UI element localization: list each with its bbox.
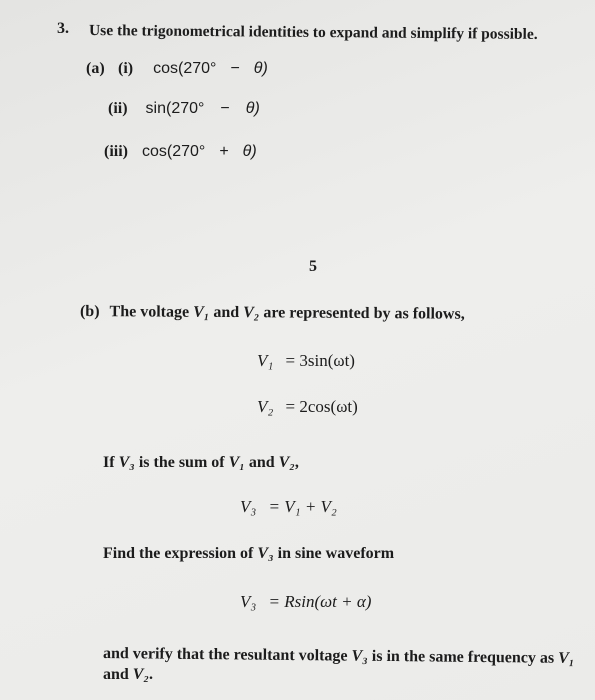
equation-v3-sum [240, 497, 337, 517]
item-var: θ) [245, 100, 260, 117]
eq-rhs: = 3sin(ωt) [285, 351, 355, 370]
verify-line-1 [103, 645, 575, 668]
equation-v2 [257, 397, 358, 417]
equation-v1 [257, 351, 355, 371]
verify-text: and verify that the resultant voltage [102, 645, 348, 665]
item-func: sin(270° [145, 100, 205, 117]
item-func: cos(270° [153, 60, 217, 77]
if-and: and [248, 454, 275, 471]
question-instruction: Use the trigonometrical identities to expand and simplify if possible. [88, 22, 538, 43]
if-end: , [294, 454, 299, 471]
eq-lhs: V₃ [240, 497, 257, 516]
var-v3: V₃ [257, 545, 274, 562]
var-v2: V₂ [132, 666, 150, 683]
find-statement [103, 545, 394, 563]
part-b-intro [80, 303, 465, 324]
verify-and: and [103, 666, 129, 683]
intro-text: The voltage [109, 303, 190, 321]
question-number: 3. [57, 20, 69, 37]
verify-end: . [149, 666, 154, 683]
var-v1: V₁ [193, 303, 210, 321]
var-v3: V₃ [118, 454, 135, 471]
if-text: If [103, 454, 115, 471]
find-post: in sine waveform [277, 545, 395, 562]
find-text: Find the expression of [103, 545, 254, 562]
part-b-label: (b) [79, 303, 100, 321]
item-func: cos(270° [142, 143, 206, 160]
verify-line-2 [103, 666, 153, 684]
part-a-item-iii [104, 143, 257, 161]
part-a-item-i [118, 60, 268, 78]
var-v2: V₂ [278, 454, 295, 471]
part-a-item-ii [108, 100, 260, 118]
verify-post: is in the same frequency as [371, 647, 555, 667]
item-op: − [230, 60, 240, 77]
intro-and: and [213, 303, 240, 322]
var-v1: V₁ [558, 649, 575, 667]
item-label: (i) [118, 60, 134, 77]
eq-rhs: = 2cos(ωt) [285, 397, 358, 416]
if-statement [103, 454, 299, 472]
equation-v3-sine [240, 592, 371, 612]
item-op: − [220, 100, 230, 117]
marks: 5 [309, 258, 317, 275]
eq-lhs: V₃ [240, 592, 257, 611]
item-var: θ) [242, 143, 257, 160]
intro-post: are represented by as follows, [263, 304, 465, 323]
if-mid: is the sum of [138, 454, 225, 471]
item-label: (ii) [108, 100, 128, 117]
var-v3: V₃ [351, 647, 368, 665]
var-v2: V₂ [243, 304, 260, 322]
item-label: (iii) [104, 143, 128, 160]
item-var: θ) [253, 60, 268, 77]
eq-rhs: = V₁ + V₂ [268, 497, 337, 516]
eq-lhs: V₂ [257, 397, 274, 416]
eq-rhs: = Rsin(ωt + α) [268, 592, 372, 611]
part-a-label: (a) [86, 60, 105, 77]
var-v1: V₁ [228, 454, 245, 471]
eq-lhs: V₁ [257, 351, 274, 370]
item-op: + [219, 143, 229, 160]
